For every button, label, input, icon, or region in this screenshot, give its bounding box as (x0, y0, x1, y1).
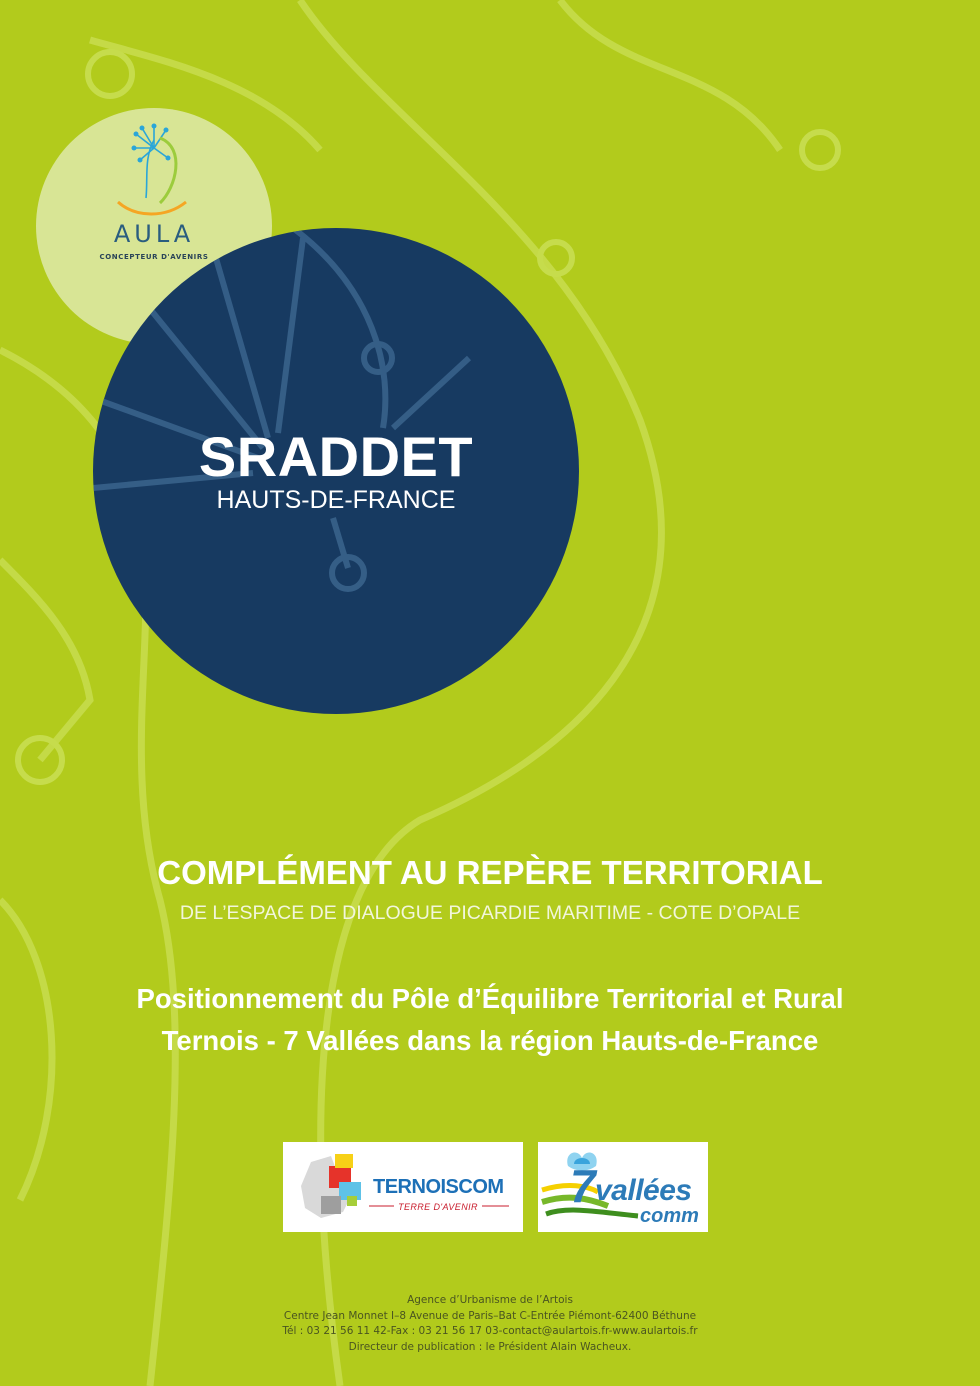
ternoiscom-logo (283, 1142, 523, 1232)
positioning-line-2: Ternois - 7 Vallées dans la région Hauts-de-France (161, 1025, 819, 1056)
ternoiscom-tagline-text: TERRE D'AVENIR (394, 1202, 482, 1212)
positioning-text (0, 978, 980, 1062)
aula-tagline: CONCEPTEUR D'AVENIRS (99, 253, 209, 261)
sept-vallees-logo (538, 1142, 708, 1232)
page-title: SRADDET (198, 425, 474, 488)
ternois-map-icon (291, 1142, 381, 1232)
vallees-word: vallées (595, 1174, 692, 1207)
footer (0, 1293, 980, 1355)
ternoiscom-name: TERNOISCOM (373, 1176, 504, 1198)
footer-line-3: Tél : 03 21 56 11 42-Fax : 03 21 56 17 03-contact@aulartois.fr-www.aulartois.fr (282, 1325, 698, 1337)
footer-line-4: Directeur de publication : le Président Alain Wacheux. (348, 1340, 632, 1353)
sub-heading: DE L’ESPACE DE DIALOGUE PICARDIE MARITIME - COTE D’OPALE (179, 902, 801, 924)
positioning-line-1: Positionnement du Pôle d’Équilibre Territorial et Rural (136, 983, 844, 1014)
title-circle (93, 228, 579, 714)
ternoiscom-tagline (373, 1202, 503, 1212)
footer-line-2: Centre Jean Monnet I–8 Avenue de Paris–Bat C-Entrée Piémont-62400 Béthune (283, 1309, 697, 1322)
digit-seven: 7 (570, 1160, 596, 1212)
main-heading: COMPLÉMENT AU REPÈRE TERRITORIAL (157, 854, 823, 891)
page-subtitle: HAUTS-DE-FRANCE (216, 486, 456, 514)
comm-word: comm (640, 1205, 699, 1227)
footer-line-1: Agence d’Urbanisme de l’Artois (407, 1294, 573, 1306)
aula-wordmark: AULA (113, 220, 195, 248)
